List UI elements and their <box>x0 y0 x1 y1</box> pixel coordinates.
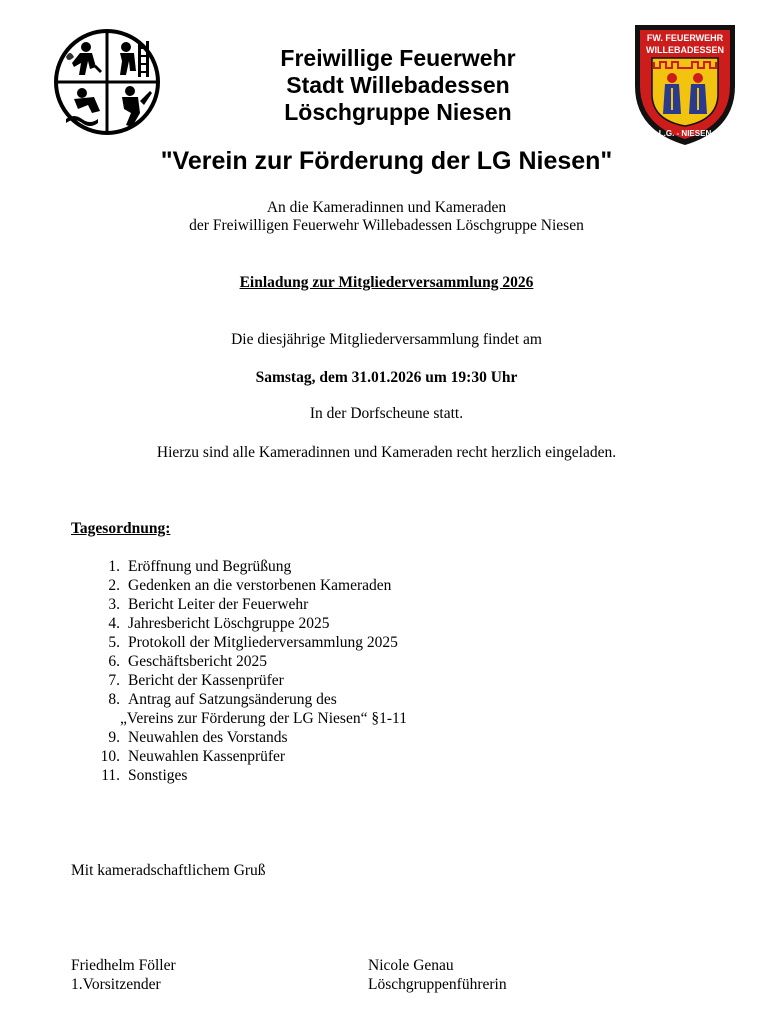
agenda-item-continuation: „Vereins zur Förderung der LG Niesen“ §1-11 <box>120 710 407 727</box>
agenda-item: 5. Protokoll der Mitgliederversammlung 2025 <box>108 634 398 651</box>
agenda-item: 10. Neuwahlen Kassenprüfer <box>100 748 286 765</box>
agenda-item: 9. Neuwahlen des Vorstands <box>108 729 288 746</box>
fire-brigade-crest-logo <box>632 22 738 148</box>
agenda-item: 2. Gedenken an die verstorbenen Kameraden <box>108 577 392 594</box>
body-intro: Die diesjährige Mitgliederversammlung findet am <box>231 331 542 348</box>
crest-bottom-text: L.G. - NIESEN <box>658 129 712 138</box>
invitation-title: Einladung zur Mitgliederversammlung 2026 <box>239 274 534 291</box>
address-line-1: An die Kameradinnen und Kameraden <box>266 199 507 216</box>
agenda-item: 7. Bericht der Kassenprüfer <box>108 672 284 689</box>
crest-arc-text: FW. FEUERWEHR <box>646 33 724 43</box>
agenda-item: 8. Antrag auf Satzungsänderung des „Vereins zur Förderung der LG Niesen“ §1-11 <box>94 690 407 728</box>
address-line-2: der Freiwilligen Feuerwehr Willebadessen Löschgruppe Niesen <box>189 217 584 234</box>
org-line-1: Freiwillige Feuerwehr <box>280 45 516 71</box>
agenda-heading: Tagesordnung: <box>71 520 171 537</box>
fire-brigade-pictogram-logo <box>52 27 162 137</box>
signature-left-role: 1.Vorsitzender <box>71 976 161 993</box>
meeting-location: In der Dorfscheune statt. <box>309 405 464 422</box>
signature-right-name: Nicole Genau <box>368 957 454 974</box>
crest-town-text: WILLEBADESSEN <box>645 45 725 55</box>
agenda-list <box>94 557 407 785</box>
agenda-item: 3. Bericht Leiter der Feuerwehr <box>108 596 309 613</box>
signature-right-role: Löschgruppenführerin <box>368 976 507 993</box>
agenda-item: 1. Eröffnung und Begrüßung <box>108 558 292 575</box>
meeting-date: Samstag, dem 31.01.2026 um 19:30 Uhr <box>255 369 518 386</box>
signature-left-name: Friedhelm Föller <box>71 957 176 974</box>
agenda-item: 6. Geschäftsbericht 2025 <box>108 653 268 670</box>
org-line-2: Stadt Willebadessen <box>286 72 510 98</box>
agenda-item: 11. Sonstiges <box>101 767 188 784</box>
org-line-3: Löschgruppe Niesen <box>284 99 512 125</box>
verein-title: "Verein zur Förderung der LG Niesen" <box>160 147 613 175</box>
agenda-item: 4. Jahresbericht Löschgruppe 2025 <box>108 615 330 632</box>
closing-greeting: Mit kameradschaftlichem Gruß <box>71 862 266 879</box>
invite-line: Hierzu sind alle Kameradinnen und Kameraden recht herzlich eingeladen. <box>156 444 617 461</box>
